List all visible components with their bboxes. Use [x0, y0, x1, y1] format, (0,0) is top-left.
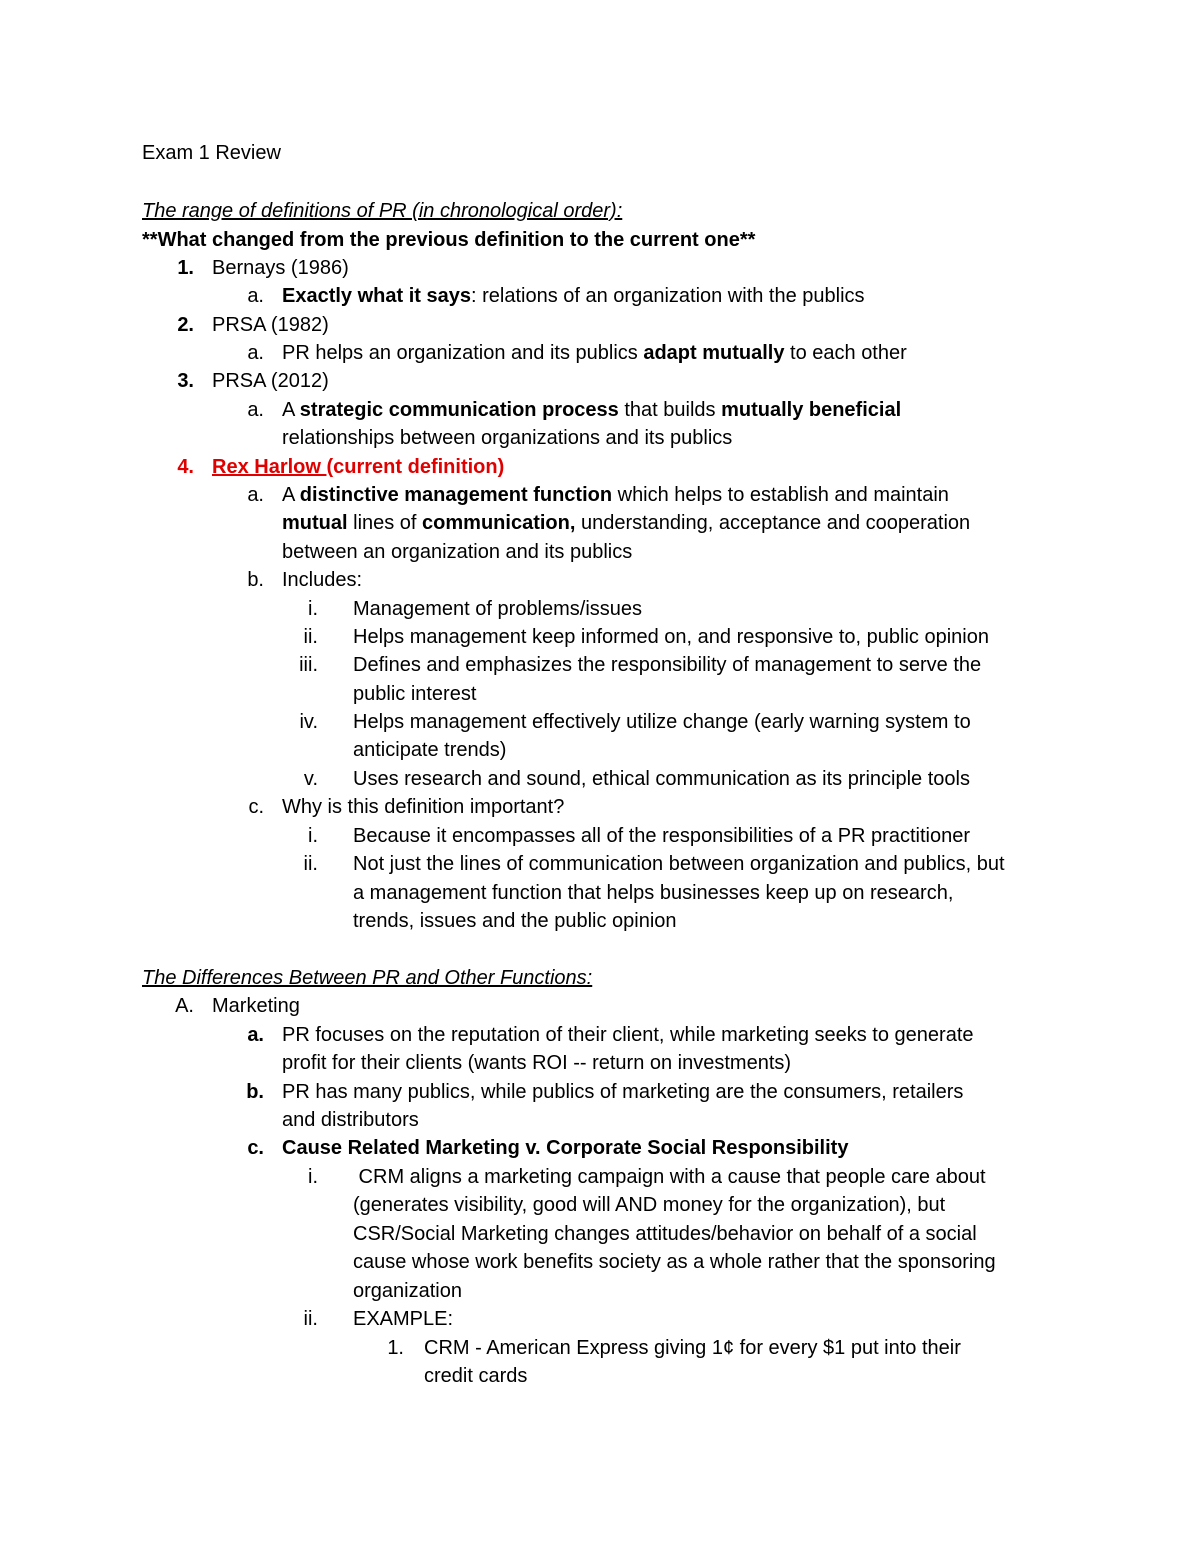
list-item-text: between an organization and its publics	[282, 541, 633, 563]
list-marker: A.	[175, 995, 194, 1017]
list-marker: i.	[308, 598, 318, 620]
list-item-text: CRM aligns a marketing campaign with a cause that people care about	[353, 1166, 986, 1188]
bold-text: distinctive management function	[299, 484, 613, 506]
list-marker: 1.	[387, 1337, 404, 1359]
list-item-text: credit cards	[424, 1365, 528, 1387]
list-item-text: Marketing	[212, 995, 300, 1017]
list-item-text: PR focuses on the reputation of their client, while marketing seeks to generate	[282, 1024, 974, 1046]
bold-text: communication,	[422, 512, 576, 534]
list-item-text: PRSA (1982)	[212, 314, 329, 336]
list-item-text: Helps management keep informed on, and responsive to, public opinion	[353, 626, 989, 648]
list-item-text: and distributors	[282, 1109, 419, 1131]
text-run: which helps to establish and maintain	[612, 484, 949, 506]
list-item-text	[282, 282, 865, 310]
text-run: : relations of an organization with the publics	[470, 285, 865, 307]
list-item-text	[282, 509, 970, 537]
list-item-text: Defines and emphasizes the responsibility of management to serve the	[353, 654, 982, 676]
list-marker: b.	[246, 1081, 264, 1103]
text-run: (current definition)	[326, 456, 505, 478]
list-item-text: Helps management effectively utilize change (early warning system to	[353, 711, 971, 733]
section-heading: The Differences Between PR and Other Functions:	[142, 967, 593, 989]
list-item-text: Bernays (1986)	[212, 257, 349, 279]
list-item-text	[282, 396, 901, 424]
list-marker: 3.	[177, 370, 194, 392]
list-marker: a.	[247, 285, 264, 307]
list-item-text: organization	[353, 1280, 462, 1302]
list-item-text: relationships between organizations and its publics	[282, 427, 733, 449]
list-marker: iii.	[299, 654, 318, 676]
list-item-text: Because it encompasses all of the responsibilities of a PR practitioner	[353, 825, 970, 847]
list-item-text: anticipate trends)	[353, 739, 507, 761]
text-run: that builds	[618, 399, 722, 421]
bold-text: mutual	[282, 512, 348, 534]
list-marker: c.	[247, 1137, 264, 1159]
text-run: A	[282, 399, 300, 421]
list-marker: ii.	[303, 1308, 318, 1330]
list-item-text: cause whose work benefits society as a whole rather that the sponsoring	[353, 1251, 996, 1273]
section-heading: The range of definitions of PR (in chronological order):	[142, 200, 623, 222]
list-item-text	[212, 453, 504, 481]
text-run: A	[282, 484, 300, 506]
list-item-text: Not just the lines of communication between organization and publics, but	[353, 853, 1005, 875]
list-marker: a.	[247, 484, 264, 506]
list-marker: c.	[248, 796, 264, 818]
list-item-text: PR has many publics, while publics of marketing are the consumers, retailers	[282, 1081, 964, 1103]
text-run: to each other	[784, 342, 907, 364]
list-marker: ii.	[303, 853, 318, 875]
list-marker: ii.	[303, 626, 318, 648]
list-marker: i.	[308, 825, 318, 847]
list-item-text: public interest	[353, 683, 477, 705]
list-item-text: CRM - American Express giving 1¢ for every $1 put into their	[424, 1337, 961, 1359]
list-item-text: PRSA (2012)	[212, 370, 329, 392]
text-run: lines of	[347, 512, 423, 534]
subheading: **What changed from the previous definition to the current one**	[142, 229, 756, 251]
text-run: PR helps an organization and its publics	[282, 342, 644, 364]
text-run: understanding, acceptance and cooperation	[575, 512, 971, 534]
list-item-text: CSR/Social Marketing changes attitudes/behavior on behalf of a social	[353, 1223, 977, 1245]
list-marker: a.	[247, 1024, 264, 1046]
list-marker: 1.	[177, 257, 194, 279]
bold-text: adapt mutually	[643, 342, 785, 364]
list-marker: i.	[308, 1166, 318, 1188]
document-title: Exam 1 Review	[142, 142, 281, 164]
list-marker: iv.	[299, 711, 318, 733]
list-item-text	[282, 339, 907, 367]
list-marker: 2.	[177, 314, 194, 336]
list-item-text: a management function that helps businesses keep up on research,	[353, 882, 954, 904]
list-item-text: Cause Related Marketing v. Corporate Social Responsibility	[282, 1137, 849, 1159]
bold-text: strategic communication process	[299, 399, 619, 421]
list-marker: v.	[303, 768, 318, 790]
bold-text: Exactly what it says	[282, 285, 471, 307]
list-item-text: Management of problems/issues	[353, 598, 643, 620]
list-marker: a.	[247, 342, 264, 364]
bold-text: mutually beneficial	[721, 399, 902, 421]
underlined-text: Rex Harlow	[212, 456, 327, 478]
list-item-text	[282, 481, 949, 509]
list-marker: a.	[247, 399, 264, 421]
list-item-text: EXAMPLE:	[353, 1308, 454, 1330]
list-item-text: Why is this definition important?	[282, 796, 565, 818]
list-item-text: Uses research and sound, ethical communication as its principle tools	[353, 768, 970, 790]
list-item-text: profit for their clients (wants ROI -- return on investments)	[282, 1052, 792, 1074]
list-item-text: Includes:	[282, 569, 363, 591]
list-marker: b.	[247, 569, 264, 591]
list-item-text: trends, issues and the public opinion	[353, 910, 677, 932]
list-item-text: (generates visibility, good will AND money for the organization), but	[353, 1194, 946, 1216]
list-marker: 4.	[177, 456, 194, 478]
